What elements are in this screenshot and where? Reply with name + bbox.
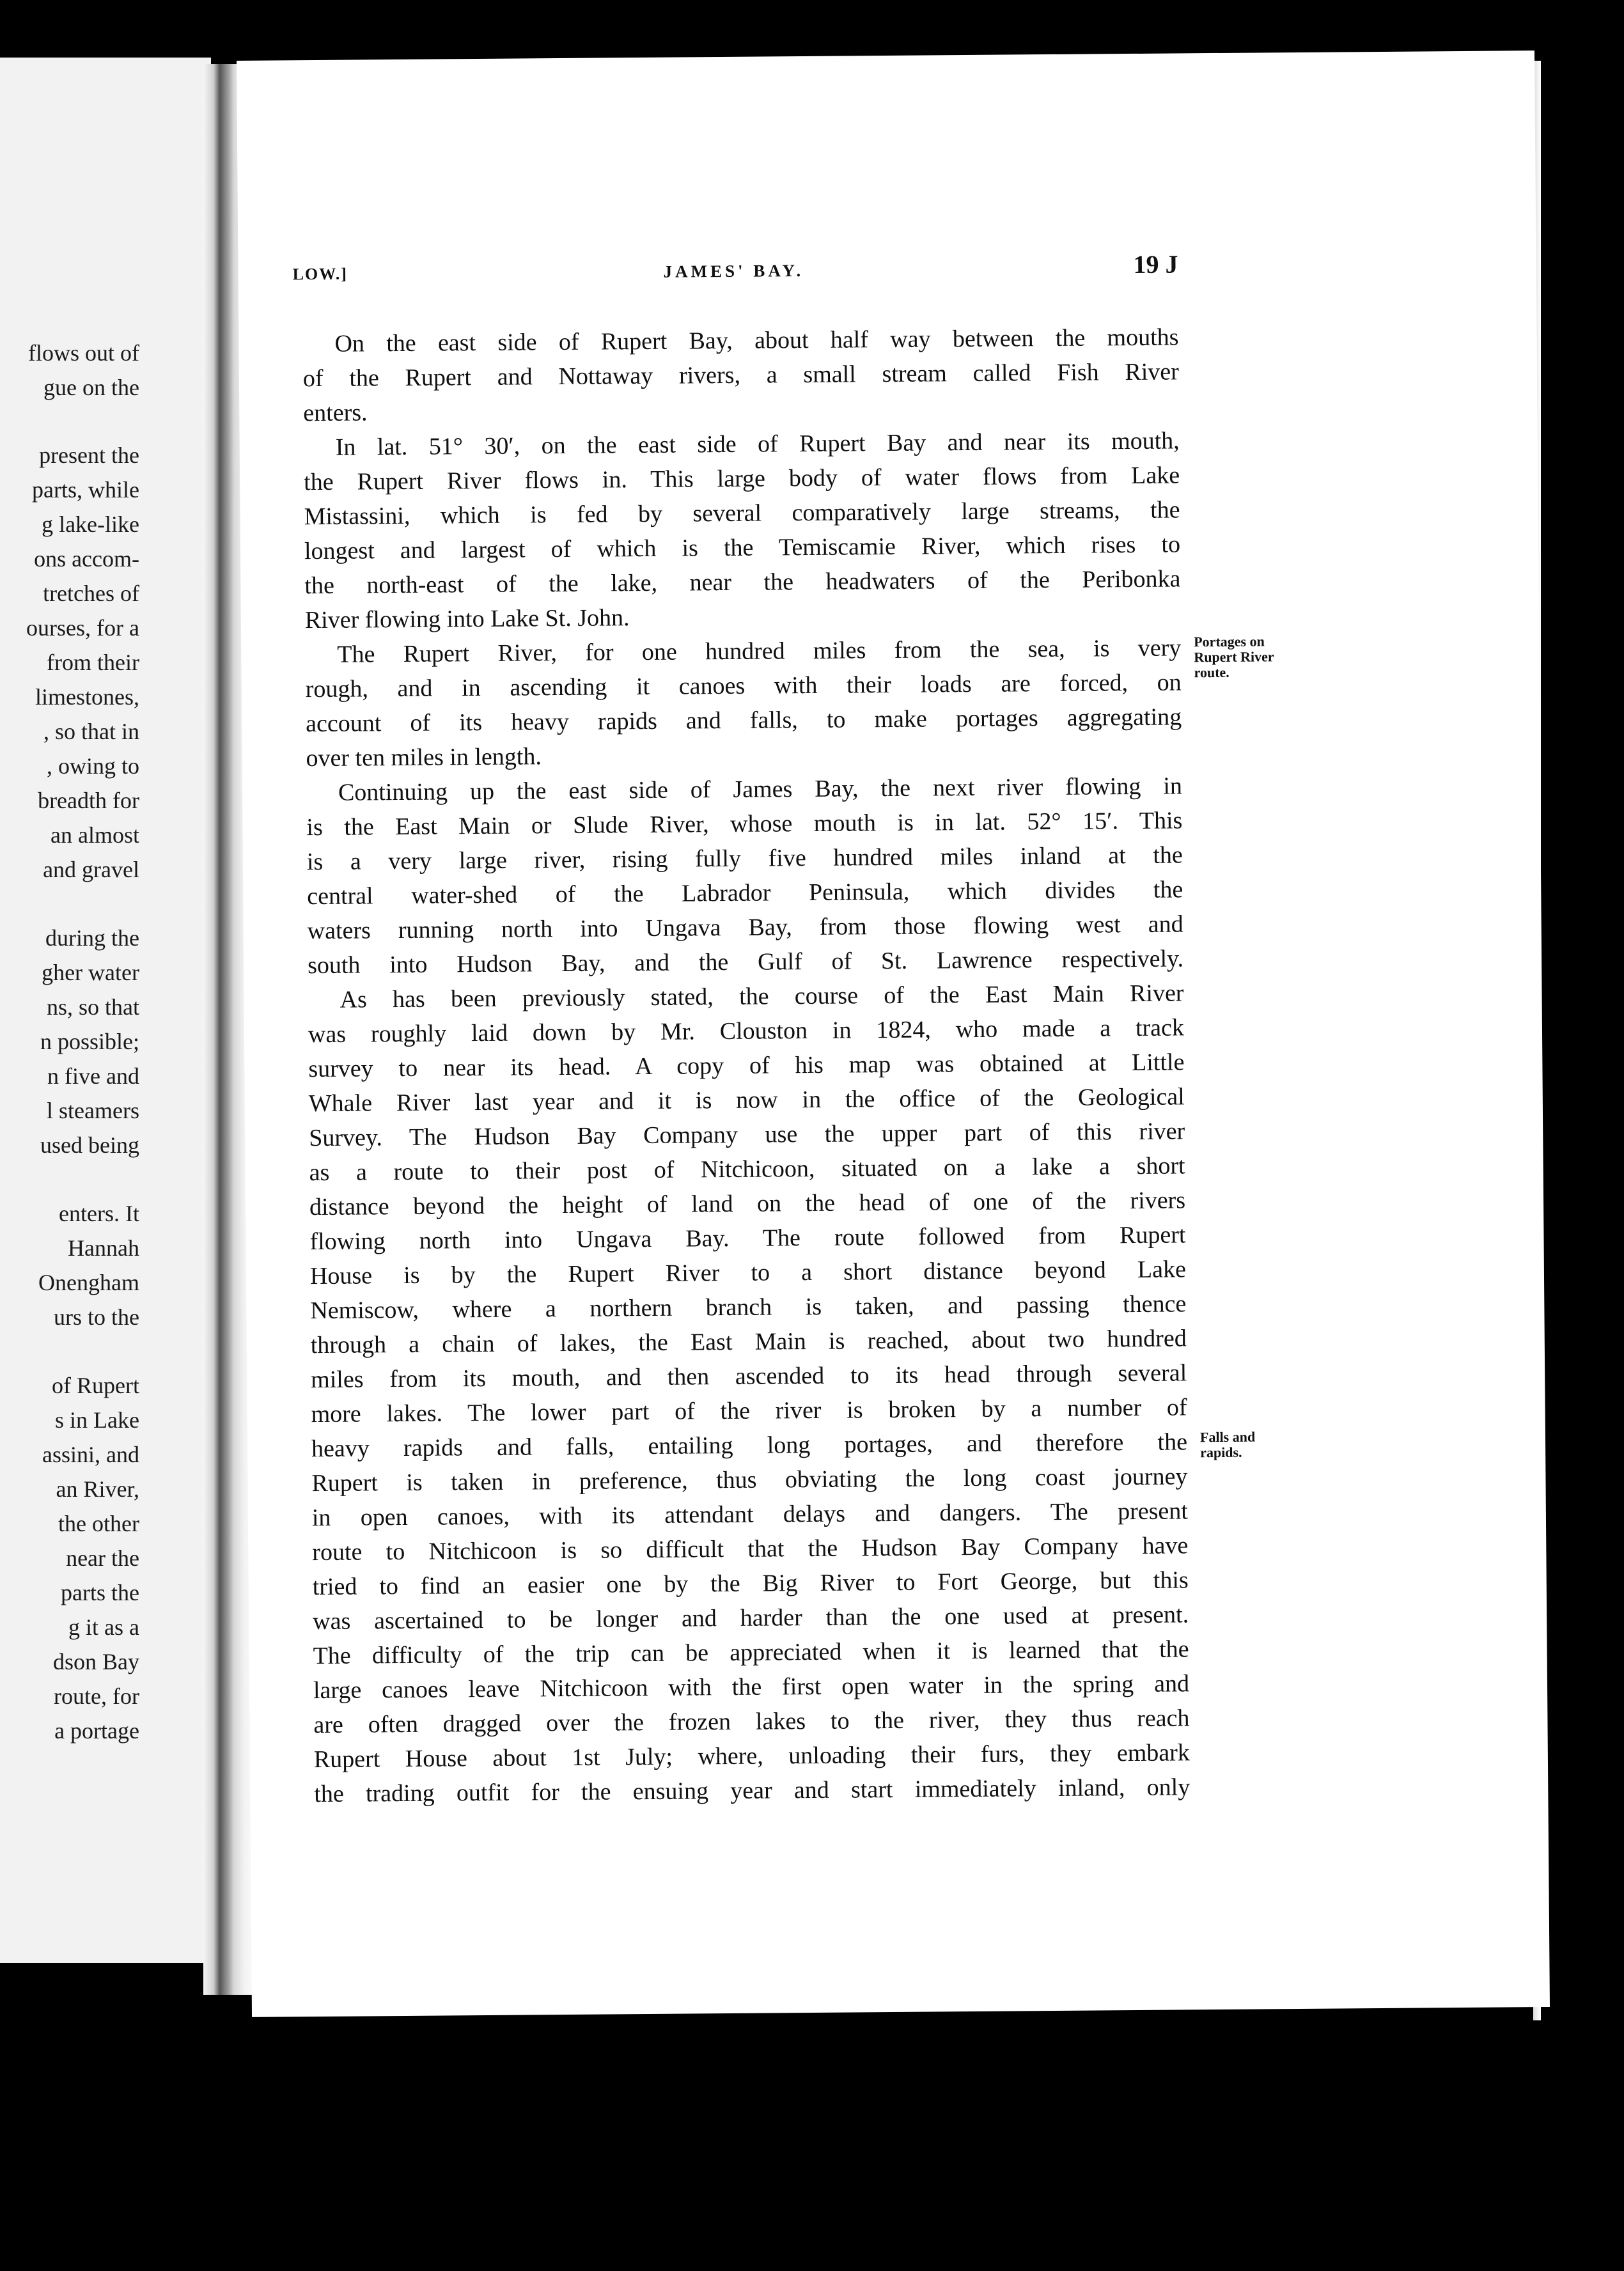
sidenote-line: Falls and — [1199, 1428, 1256, 1446]
text-line: is a very large river, rising fully five hundred miles inland at the — [306, 841, 1183, 876]
text-line: the trading outfit for the ensuing year and start immediately inland, only — [314, 1774, 1191, 1808]
left-line: urs to the — [54, 1304, 139, 1330]
text-line: enters. — [303, 399, 368, 427]
text-line: the north-east of the lake, near the headwaters of the Peribonka — [304, 565, 1181, 600]
sidenote-falls — [1200, 1429, 1315, 1460]
text-line: heavy rapids and falls, entailing long portages, and therefore the — [311, 1428, 1188, 1463]
text-line: survey to near its head. A copy of his map was obtained at Little — [308, 1049, 1185, 1083]
left-line: Onengham — [38, 1270, 139, 1295]
text-line: The difficulty of the trip can be appreciated when it is learned that the — [313, 1635, 1189, 1670]
text-line: Nemiscow, where a northern branch is taken, and passing thence — [310, 1290, 1187, 1325]
left-line: an almost — [51, 822, 139, 848]
sidenote-line: Rupert River — [1194, 648, 1274, 666]
right-page — [237, 51, 1550, 2017]
left-line: present the — [39, 442, 139, 468]
sidenote-portages — [1194, 634, 1309, 680]
text-line: As has been previously stated, the course of the East Main River — [340, 979, 1184, 1013]
text-line: waters running north into Ungava Bay, from those flowing west and — [307, 910, 1183, 945]
left-line: parts the — [61, 1580, 139, 1605]
sidenote-line: Portages on — [1194, 633, 1265, 650]
page-header — [238, 249, 1536, 304]
left-line: breadth for — [38, 788, 139, 813]
text-line: was ascertained to be longer and harder than the one used at present. — [313, 1601, 1189, 1635]
text-line: distance beyond the height of land on the head of one of the rivers — [309, 1187, 1186, 1221]
left-line: of Rupert — [52, 1373, 139, 1398]
text-line: central water-shed of the Labrador Peninsula, which divides the — [307, 876, 1183, 910]
left-line: ourses, for a — [26, 615, 139, 641]
left-page-fragment — [0, 58, 211, 1963]
text-line: Rupert House about 1st July; where, unloading their furs, they embark — [313, 1739, 1190, 1774]
left-line: and gravel — [43, 857, 139, 882]
text-line: longest and largest of which is the Temiscamie River, which rises to — [304, 531, 1181, 565]
left-line: tretches of — [43, 581, 139, 606]
text-line: of the Rupert and Nottaway rivers, a small stream called Fish River — [302, 358, 1180, 393]
text-line: was roughly laid down by Mr. Clouston in 1824, who made a track — [308, 1014, 1185, 1049]
left-line: , owing to — [46, 753, 139, 779]
text-line: rough, and in ascending it canoes with their loads are forced, on — [305, 669, 1182, 703]
text-line: south into Hudson Bay, and the Gulf of St. Lawrence respectively. — [307, 945, 1184, 979]
text-line: miles from its mouth, and then ascended to its head through several — [311, 1359, 1187, 1394]
text-line: Rupert is taken in preference, thus obviating the long coast journey — [311, 1463, 1188, 1497]
left-line: limestones, — [35, 684, 139, 710]
text-line: Continuing up the east side of James Bay, the next river flowing in — [338, 772, 1183, 806]
text-line: Whale River last year and it is now in the office of the Geological — [308, 1083, 1185, 1118]
left-line: ons accom- — [34, 546, 139, 572]
left-line: s in Lake — [55, 1407, 139, 1433]
left-line: gher water — [42, 960, 139, 985]
text-line: account of its heavy rapids and falls, to make portages aggregating — [305, 703, 1182, 738]
left-line: n five and — [47, 1063, 139, 1089]
sidenote-line: rapids. — [1200, 1444, 1242, 1461]
left-line: g lake-like — [42, 511, 139, 537]
body-text — [238, 322, 1536, 1808]
left-line: l steamers — [47, 1098, 139, 1123]
left-line: n possible; — [40, 1029, 139, 1054]
sidenote-line: route. — [1194, 664, 1230, 681]
text-line: The Rupert River, for one hundred miles from the sea, is very — [337, 634, 1182, 668]
left-line: g it as a — [68, 1614, 139, 1640]
left-line: from their — [47, 650, 139, 675]
text-line: are often dragged over the frozen lakes to the river, they thus reach — [313, 1705, 1190, 1739]
text-line: In lat. 51° 30′, on the east side of Rupert Bay and near its mouth, — [335, 427, 1180, 461]
left-line: dson Bay — [53, 1649, 139, 1674]
left-line: used being — [40, 1132, 139, 1158]
text-line: is the East Main or Slude River, whose mouth is in lat. 52° 15′. This — [306, 807, 1183, 841]
left-line: flows out of — [28, 340, 139, 366]
text-line: more lakes. The lower part of the river is broken by a number of — [311, 1394, 1187, 1428]
text-line: On the east side of Rupert Bay, about half way between the mouths — [334, 324, 1179, 357]
left-line: Hannah — [68, 1235, 139, 1261]
left-line: a portage — [54, 1718, 139, 1744]
text-line: River flowing into Lake St. John. — [304, 604, 630, 634]
text-line: route to Nitchicoon is so difficult that the Hudson Bay Company have — [312, 1532, 1189, 1566]
left-line: the other — [58, 1511, 139, 1536]
text-line: tried to find an easier one by the Big River to Fort George, but this — [312, 1566, 1189, 1601]
text-line: through a chain of lakes, the East Main is reached, about two hundred — [310, 1325, 1187, 1359]
left-line: , so that in — [43, 719, 139, 744]
left-line: parts, while — [32, 477, 139, 503]
left-line: assini, and — [42, 1442, 139, 1467]
left-line: an River, — [56, 1476, 139, 1502]
text-line: Survey. The Hudson Bay Company use the upper part of this river — [309, 1118, 1185, 1152]
running-title: JAMES' BAY. — [663, 261, 804, 281]
left-line: gue on the — [43, 375, 139, 400]
text-line: the Rupert River flows in. This large body of water flows from Lake — [304, 462, 1180, 496]
page-number: 19 J — [1133, 249, 1178, 279]
text-line: as a route to their post of Nitchicoon, situated on a lake a short — [309, 1152, 1185, 1187]
text-line: House is by the Rupert River to a short distance beyond Lake — [309, 1256, 1187, 1290]
left-line: during the — [45, 925, 139, 951]
running-author: LOW.] — [292, 264, 348, 284]
left-line: near the — [66, 1545, 139, 1571]
left-line: ns, so that — [46, 994, 139, 1020]
text-line: in open canoes, with its attendant delays and dangers. The present — [311, 1497, 1189, 1532]
text-line: large canoes leave Nitchicoon with the first open water in the spring and — [313, 1670, 1190, 1705]
text-line: over ten miles in length. — [306, 743, 542, 772]
left-line: enters. It — [59, 1201, 139, 1226]
text-line: Mistassini, which is fed by several comparatively large streams, the — [304, 496, 1180, 531]
text-line: flowing north into Ungava Bay. The route followed from Rupert — [309, 1221, 1186, 1256]
left-line: route, for — [54, 1683, 139, 1709]
